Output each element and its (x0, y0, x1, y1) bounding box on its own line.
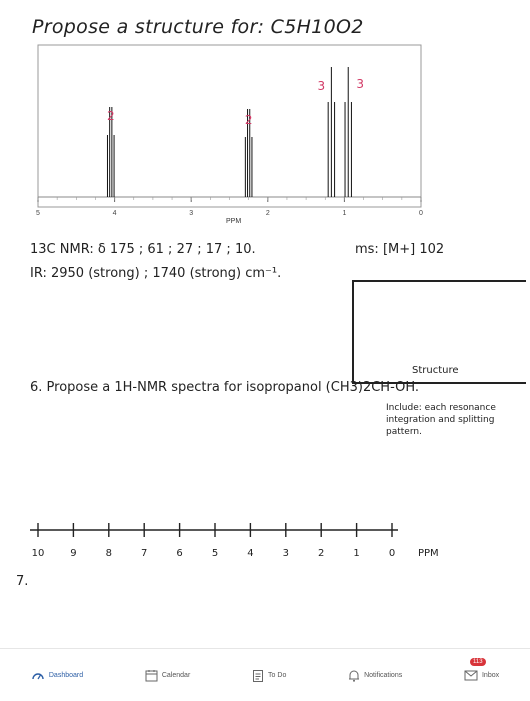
nav-notifications[interactable] (348, 669, 402, 682)
question-title: Propose a structure for: C5H10O2 (32, 16, 364, 38)
c13-nmr-data: 13C NMR: δ 175 ; 61 ; 27 ; 17 ; 10. (30, 242, 256, 257)
nav-todo-label: To Do (268, 671, 287, 679)
axis-tick-label: 6 (176, 548, 183, 559)
axis-unit-label: PPM (418, 548, 439, 559)
nav-inbox[interactable] (464, 658, 500, 681)
nav-todo[interactable] (252, 669, 286, 682)
nav-notifications-label: Notifications (364, 671, 403, 679)
bell-icon (348, 669, 360, 682)
axis-tick-label: 3 (282, 548, 289, 559)
axis-tick-label: 2 (318, 548, 325, 559)
nav-calendar[interactable] (145, 669, 190, 682)
ir-data: IR: 2950 (strong) ; 1740 (strong) cm⁻¹. (30, 266, 282, 281)
integration-label: 2 (106, 109, 115, 123)
question-7: 7. (16, 574, 29, 589)
axis-tick-label: 5 (211, 548, 219, 559)
nav-inbox-label: Inbox (481, 671, 500, 679)
axis-tick-label: 0 (388, 548, 396, 559)
inbox-count-badge: 113 (470, 658, 486, 666)
integration-label: 2 (244, 113, 253, 127)
axis-tick-label: 7 (141, 548, 148, 559)
nav-dashboard-label: Dashboard (48, 671, 84, 679)
spectrum-frame (38, 45, 421, 207)
nmr-spectrum (0, 40, 530, 235)
x-axis-label: PPM (226, 218, 242, 225)
axis-tick-label: 9 (70, 548, 77, 559)
integration-label: 3 (317, 79, 326, 93)
hnmr-axis (0, 520, 530, 565)
question-6-instructions: Include: each resonance integration and splitting pattern. (386, 403, 496, 437)
x-tick-label: 3 (189, 210, 194, 217)
mass-spec-data: ms: [M+] 102 (355, 242, 445, 257)
question-6: 6. Propose a 1H-NMR spectra for isopropanol (CH3)2CH-OH. (30, 380, 420, 395)
x-tick-label: 0 (419, 210, 423, 217)
x-tick-label: 5 (36, 210, 40, 217)
dashboard-icon (31, 669, 45, 681)
inbox-icon (464, 670, 478, 681)
nav-calendar-label: Calendar (161, 671, 191, 679)
todo-icon (252, 669, 264, 682)
x-tick-label: 4 (112, 210, 117, 217)
axis-tick-label: 10 (31, 548, 45, 559)
x-tick-label: 2 (265, 210, 270, 217)
axis-tick-label: 8 (105, 548, 112, 559)
x-tick-label: 1 (342, 210, 347, 217)
bottom-nav-bar (0, 648, 530, 701)
structure-label: Structure (412, 365, 459, 376)
axis-tick-label: 1 (353, 548, 360, 559)
calendar-icon (145, 669, 158, 682)
nav-dashboard[interactable] (31, 669, 83, 681)
axis-tick-label: 4 (247, 548, 254, 559)
integration-label: 3 (356, 77, 365, 91)
